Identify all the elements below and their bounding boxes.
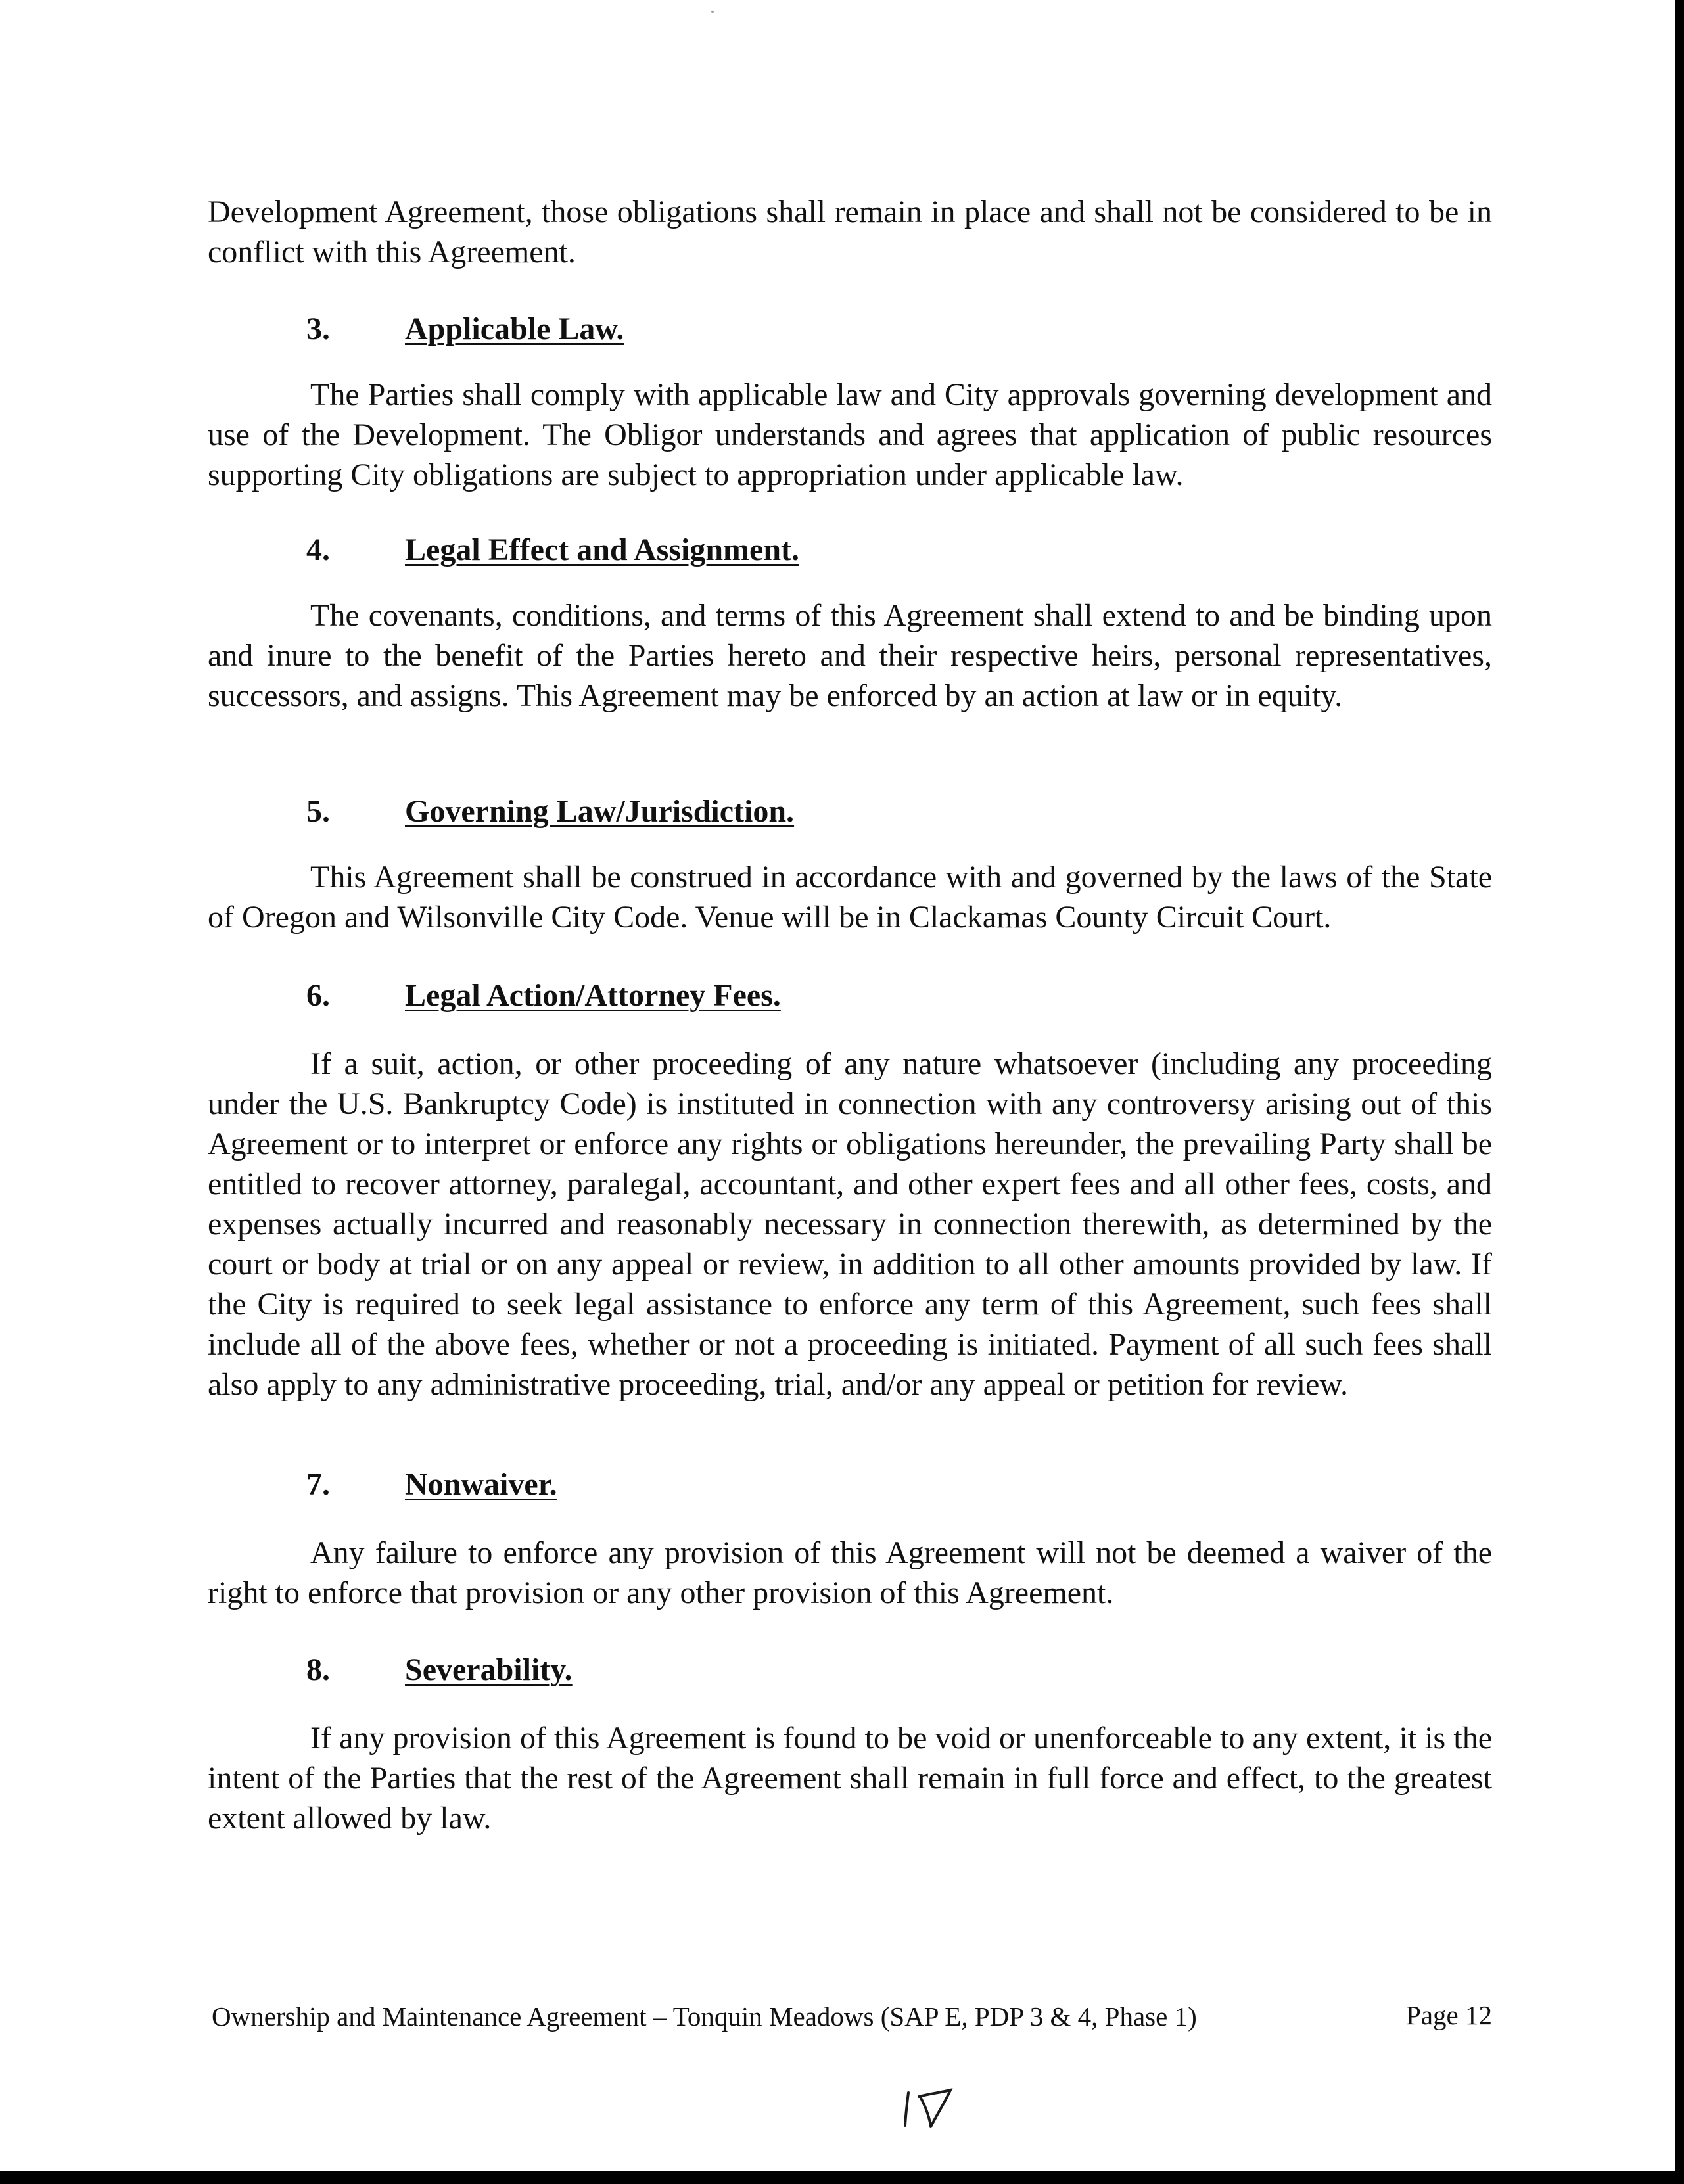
section-title: Applicable Law.	[405, 312, 624, 346]
paragraph-legal-effect: The covenants, conditions, and terms of this Agreement shall extend to and be binding upon and inure to the benefit of the Parties hereto and their respective heirs, personal representatives, successors, and assigns. This Agreement may be enforced by an action at law or in equity.	[208, 598, 1492, 713]
section-title: Legal Action/Attorney Fees.	[405, 978, 781, 1013]
section-title: Legal Effect and Assignment.	[405, 532, 799, 567]
paragraph-applicable-law: The Parties shall comply with applicable law and City approvals governing development and use of the Development. The Obligor understands and agrees that application of public resources supporting City obligations are subject to appropriation under applicable law.	[208, 377, 1492, 492]
section-title: Severability.	[405, 1652, 573, 1687]
paragraph-attorney-fees: If a suit, action, or other proceeding of any nature whatsoever (including any proceeding under the U.S. Bankruptcy Code) is instituted in connection with any controversy arising out of this Agreement or to interpret or enforce any rights or obligations hereunder, the prevailing Party shall be entitled to recover attorney, paralegal, accountant, and other expert fees and all other fees, costs, and expenses actually incurred and reasonably necessary in connection therewith, as determined by the court or body at trial or on any appeal or review, in addition to all other amounts provided by law. If the City is required to seek legal assistance to enforce any term of this Agreement, such fees shall include all of the above fees, whether or not a proceeding is initiated. Payment of all such fees shall also apply to any administrative proceeding, trial, and/or any appeal or petition for review.	[208, 1046, 1492, 1402]
scan-speck	[711, 11, 714, 13]
handwritten-page-mark	[894, 2081, 973, 2133]
section-heading-3	[306, 309, 624, 349]
section-number: 8.	[306, 1652, 330, 1687]
section-title: Governing Law/Jurisdiction.	[405, 794, 795, 829]
footer-page-number: Page 12	[1406, 2000, 1492, 2030]
section-number: 7.	[306, 1467, 330, 1502]
scan-edge-right	[1675, 0, 1684, 2184]
paragraph-continuation: Development Agreement, those obligations shall remain in place and shall not be considered to be in conflict with this Agreement.	[208, 195, 1492, 269]
section-number: 4.	[306, 532, 330, 567]
section-heading-7	[306, 1464, 557, 1504]
section-heading-6	[306, 975, 781, 1015]
paragraph-governing-law: This Agreement shall be construed in accordance with and governed by the laws of the State of Oregon and Wilsonville City Code. Venue will be in Clackamas County Circuit Court.	[208, 860, 1492, 935]
section-number: 5.	[306, 794, 330, 829]
scan-edge-bottom	[0, 2171, 1684, 2184]
section-heading-8	[306, 1650, 573, 1690]
paragraph-nonwaiver: Any failure to enforce any provision of this Agreement will not be deemed a waiver of the right to enforce that provision or any other provision of this Agreement.	[208, 1535, 1492, 1610]
section-number: 6.	[306, 978, 330, 1013]
section-number: 3.	[306, 312, 330, 346]
footer-document-title: Ownership and Maintenance Agreement – Tonquin Meadows (SAP E, PDP 3 & 4, Phase 1)	[212, 2001, 1197, 2032]
section-heading-5	[306, 791, 794, 831]
section-title: Nonwaiver.	[405, 1467, 557, 1502]
paragraph-severability: If any provision of this Agreement is found to be void or unenforceable to any extent, it is the intent of the Parties that the rest of the Agreement shall remain in full force and effect, to the greatest extent allowed by law.	[208, 1721, 1492, 1836]
section-heading-4	[306, 530, 799, 570]
